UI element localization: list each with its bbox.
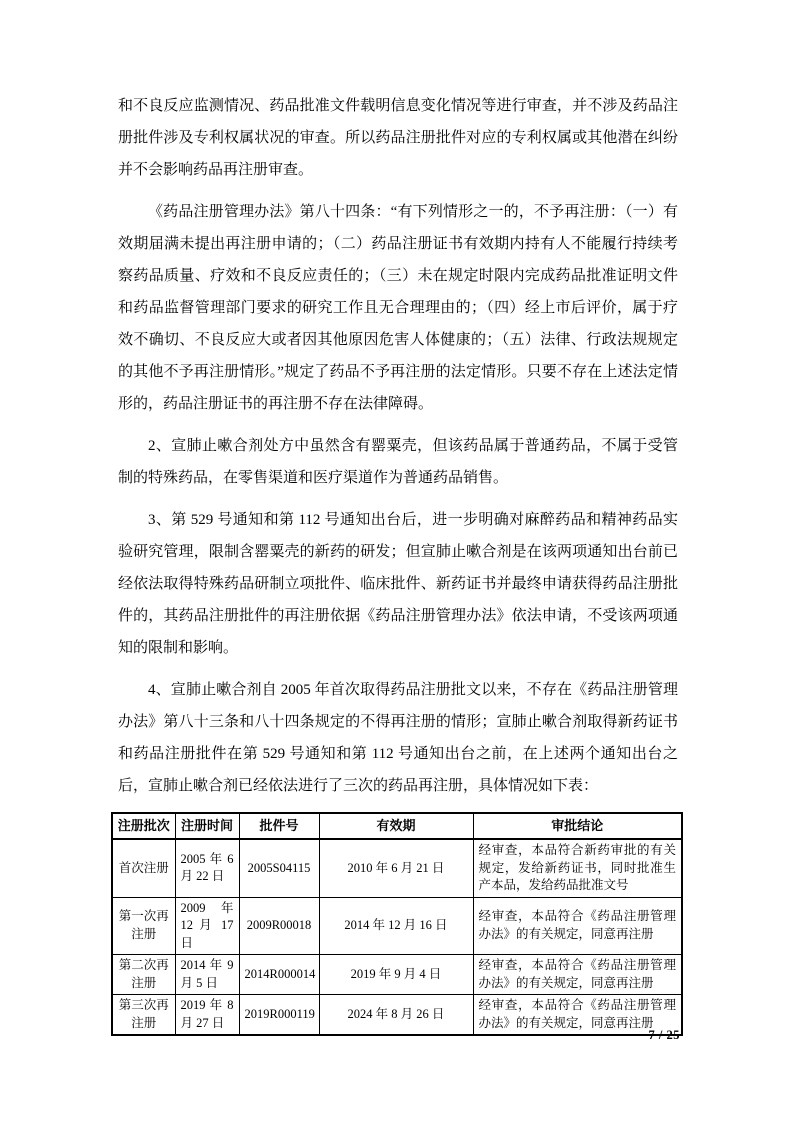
cell-time: 2019 年 8 月 27 日	[175, 995, 239, 1036]
col-header-time: 注册时间	[175, 813, 239, 839]
cell-validity: 2019 年 9 月 4 日	[319, 955, 473, 995]
cell-batch: 第一次再注册	[112, 897, 175, 955]
cell-time: 2009 年 12 月 17 日	[175, 897, 239, 955]
table-row	[112, 897, 682, 955]
paragraph-regulation-article-84: 《药品注册管理办法》第八十四条：“有下列情形之一的，不予再注册：（一）有效期届满未提出再注册申请的；（二）药品注册证书有效期内持有人不能履行持续考察药品质量、疗效和不良反应责任的；（三）未在规定时限内完成药品批准证明文件和药品监督管理部门要求的研究工作且无合理理由的；（四）经上市后评价，属于疗效不确切、不良反应大或者因其他原因危害人体健康的；（五）法律、行政法规规定的其他不予再注册情形。”规定了药品不予再注册的法定情形。只要不存在上述法定情形的，药品注册证书的再注册不存在法律障碍。	[118, 204, 678, 412]
table-row	[112, 955, 682, 995]
cell-validity: 2014 年 12 月 16 日	[319, 897, 473, 955]
cell-time: 2005 年 6 月 22 日	[175, 839, 239, 897]
paragraph-point-2: 2、宣肺止嗽合剂处方中虽然含有罂粟壳，但该药品属于普通药品，不属于受管制的特殊药品，在零售渠道和医疗渠道作为普通药品销售。	[118, 438, 678, 486]
table-header-row	[112, 813, 682, 839]
cell-batch: 第二次再注册	[112, 955, 175, 995]
cell-approval-no: 2005S04115	[239, 839, 319, 897]
cell-approval-no: 2009R00018	[239, 897, 319, 955]
table-row	[112, 839, 682, 897]
paragraph-point-4: 4、宣肺止嗽合剂自 2005 年首次取得药品注册批文以来，不存在《药品注册管理办法》第八十三条和八十四条规定的不得再注册的情形；宣肺止嗽合剂取得新药证书和药品注册批件在第 529 号通知和第 112 号通知出台之前，在上述两个通知出台之后，宣肺止嗽合剂已经依法进行了三次的药品再注册，具体情况如下表：	[118, 682, 678, 794]
cell-validity: 2010 年 6 月 21 日	[319, 839, 473, 897]
cell-batch: 首次注册	[112, 839, 175, 897]
col-header-approval-no: 批件号	[239, 813, 319, 839]
cell-batch: 第三次再注册	[112, 995, 175, 1036]
cell-conclusion: 经审查，本品符合《药品注册管理办法》的有关规定，同意再注册	[473, 995, 682, 1036]
cell-approval-no: 2014R000014	[239, 955, 319, 995]
cell-conclusion: 经审查，本品符合新药审批的有关规定，发给新药证书，同时批准生产本品，发给药品批准文号	[473, 839, 682, 897]
registration-history-table	[111, 812, 683, 1036]
cell-conclusion: 经审查，本品符合《药品注册管理办法》的有关规定，同意再注册	[473, 955, 682, 995]
page-body	[118, 90, 678, 1036]
paragraph-point-3: 3、第 529 号通知和第 112 号通知出台后，进一步明确对麻醉药品和精神药品实验研究管理，限制含罂粟壳的新药的研发；但宣肺止嗽合剂是在该两项通知出台前已经依法取得特殊药品研制立项批件、临床批件、新药证书并最终申请获得药品注册批件的，其药品注册批件的再注册依据《药品注册管理办法》依法申请，不受该两项通知的限制和影响。	[118, 512, 678, 656]
col-header-conclusion: 审批结论	[473, 813, 682, 839]
cell-time: 2014 年 9 月 5 日	[175, 955, 239, 995]
col-header-batch: 注册批次	[112, 813, 175, 839]
col-header-validity: 有效期	[319, 813, 473, 839]
table-row	[112, 995, 682, 1036]
cell-approval-no: 2019R000119	[239, 995, 319, 1036]
cell-conclusion: 经审查，本品符合《药品注册管理办法》的有关规定，同意再注册	[473, 897, 682, 955]
cell-validity: 2024 年 8 月 26 日	[319, 995, 473, 1036]
paragraph-continuation: 和不良反应监测情况、药品批准文件载明信息变化情况等进行审查，并不涉及药品注册批件涉及专利权属状况的审查。所以药品注册批件对应的专利权属或其他潜在纠纷并不会影响药品再注册审查。	[118, 98, 678, 178]
page-number: 7 / 25	[648, 1028, 680, 1042]
